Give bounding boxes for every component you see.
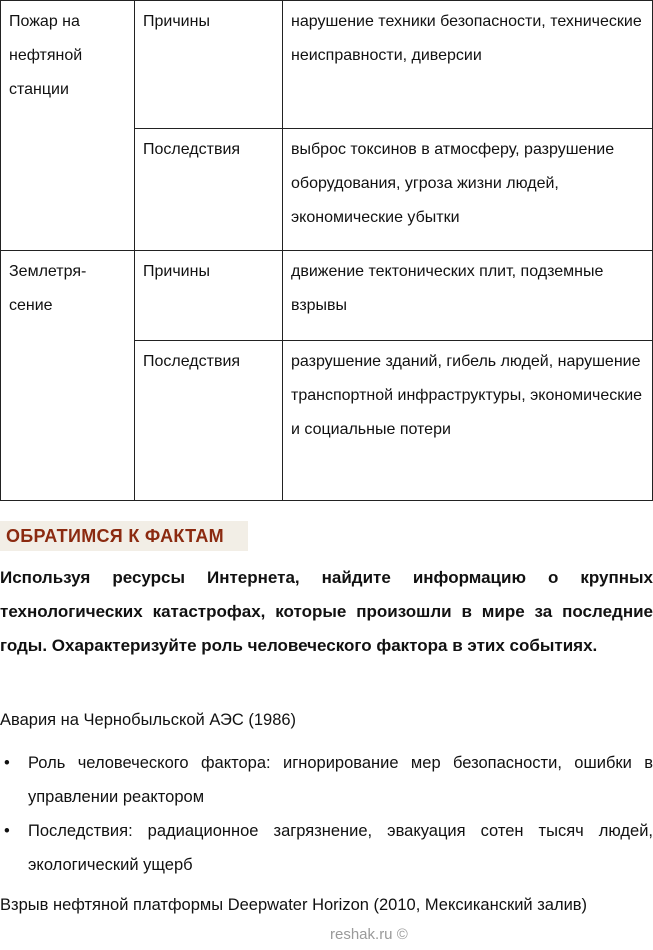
section-badge: ОБРАТИМСЯ К ФАКТАМ <box>0 521 248 551</box>
list-item: • Роль человеческого фактора: игнорирование мер безопасности, ошибки в управлении реактором <box>0 746 653 814</box>
watermark: reshak.ru © <box>330 926 408 943</box>
label-cell: Последствия <box>135 341 283 501</box>
case-title: Взрыв нефтяной платформы Deepwater Horizon (2010, Мексиканский залив) <box>0 896 588 914</box>
value-cell: нарушение техники безопасности, технические неисправности, диверсии <box>283 1 653 129</box>
label-cell: Причины <box>135 251 283 341</box>
list-item: • Последствия: радиационное загрязнение, эвакуация сотен тысяч людей, экологический ущерб <box>0 814 653 882</box>
value-cell: выброс токсинов в атмосферу, разрушение оборудования, угроза жизни людей, экономические убытки <box>283 129 653 251</box>
table-row <box>1 251 653 341</box>
value-cell: движение тектонических плит, подземные взрывы <box>283 251 653 341</box>
case-title: Авария на Чернобыльской АЭС (1986) <box>0 711 297 729</box>
label-cell: Последствия <box>135 129 283 251</box>
event-cell: Землетря-сение <box>1 251 135 501</box>
table-row <box>1 1 653 129</box>
event-cell: Пожар на нефтяной станции <box>1 1 135 251</box>
value-cell: разрушение зданий, гибель людей, нарушение транспортной инфраструктуры, экономические и социальные потери <box>283 341 653 501</box>
task-text: Используя ресурсы Интернета, найдите информацию о крупных технологических катастрофах, которые произошли в мире за последние годы. Охарактеризуйте роль человеческого фактора в этих событиях. <box>0 568 653 655</box>
label-cell: Причины <box>135 1 283 129</box>
